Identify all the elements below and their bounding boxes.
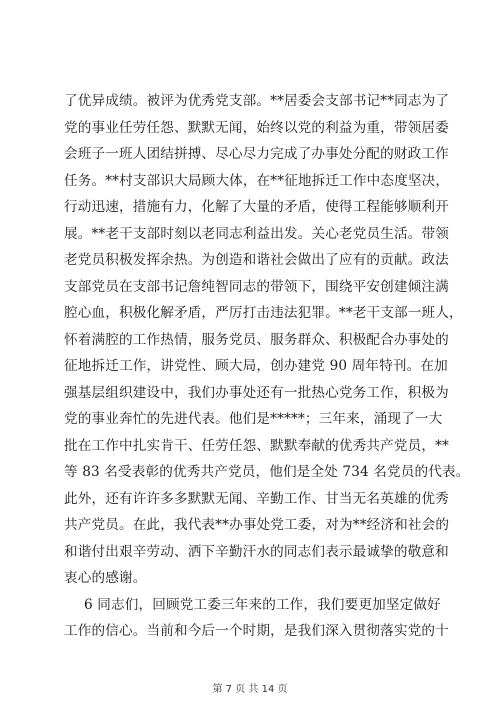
text-line: 征地拆迁工作，讲党性、顾大局，创办建党 90 周年特刊。在加 — [64, 358, 448, 374]
text-line: 了优异成绩。被评为优秀党支部。**居委会支部书记**同志为了 — [64, 93, 450, 109]
text-line: 党的事业奔忙的先进代表。他们是*****；三年来，涌现了一大 — [64, 411, 443, 427]
document-body — [64, 88, 470, 645]
text-line: 展。**老干支部时刻以老同志利益出发。关心老党员生活。带领 — [64, 225, 449, 242]
text-line: 怀着满腔的工作热情，服务党员、服务群众、积极配合办事处的 — [64, 331, 449, 348]
paragraph-start-line: 6 同志们，回顾党工委三年来的工作，我们要更加坚定做好 — [84, 596, 441, 613]
text-line: 等 83 名受表彰的优秀共产党员，他们是全处 734 名党员的代表。 — [64, 464, 470, 480]
text-line: 和谐付出艰辛劳动、洒下辛勤汗水的同志们表示最诚挚的敬意和 — [64, 543, 449, 560]
text-line: 老党员积极发挥余热。为创造和谐社会做出了应有的贡献。政法 — [64, 252, 449, 268]
text-line: 共产党员。在此，我代表**办事处党工委，对为**经济和社会的 — [64, 517, 450, 533]
text-line: 行动迅速，措施有力，化解了大量的矛盾，使得工程能够顺利开 — [64, 199, 449, 215]
text-line: 工作的信心。当前和今后一个时期，是我们深入贯彻落实党的十 — [64, 623, 449, 639]
text-line: 党的事业任劳任怨、默默无闻，始终以党的利益为重，带领居委 — [64, 119, 449, 136]
text-line: 强基层组织建设中，我们办事处还有一批热心党务工作，积极为 — [64, 384, 449, 401]
text-line: 批在工作中扎实肯干、任劳任怨、默默奉献的优秀共产党员，** — [64, 437, 449, 454]
text-line: 支部党员在支部书记詹纯智同志的带领下，围绕平安创建倾注满 — [64, 278, 449, 295]
text-line: 任务。**村支部识大局顾大体，在**征地拆迁工作中态度坚决， — [64, 172, 450, 189]
text-line: 此外，还有许许多多默默无闻、辛勤工作、甘当无名英雄的优秀 — [64, 490, 449, 507]
page-number-footer: 第 7 页 共 14 页 — [212, 684, 288, 695]
text-line: 会班子一班人团结拼搏、尽心尽力完成了办事处分配的财政工作 — [64, 146, 449, 162]
text-line: 腔心血，积极化解矛盾，严厉打击违法犯罪。**老干支部一班人， — [64, 305, 463, 321]
text-line: 衷心的感谢。 — [64, 570, 147, 586]
